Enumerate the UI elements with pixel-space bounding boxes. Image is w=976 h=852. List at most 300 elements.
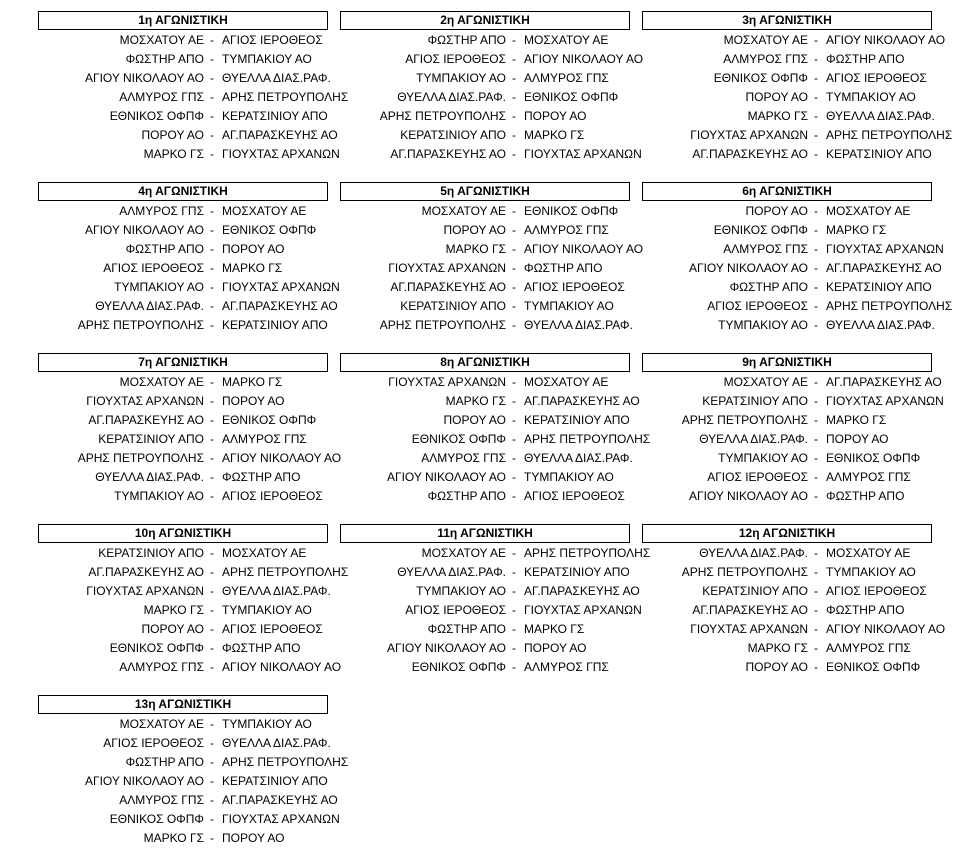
away-team: ΑΓ.ΠΑΡΑΣΚΕΥΗΣ ΑΟ xyxy=(826,261,942,275)
away-team: ΑΓΙΟΣ ΙΕΡΟΘΕΟΣ xyxy=(826,584,927,598)
away-team: ΑΓ.ΠΑΡΑΣΚΕΥΗΣ ΑΟ xyxy=(524,584,640,598)
home-team: ΑΡΗΣ ΠΕΤΡΟΥΠΟΛΗΣ xyxy=(681,565,808,579)
match-separator: - xyxy=(210,318,214,332)
match-row xyxy=(340,88,660,107)
match-separator: - xyxy=(210,736,214,750)
away-team: ΑΓΙΟΥ ΝΙΚΟΛΑΟΥ ΑΟ xyxy=(524,52,644,66)
match-separator: - xyxy=(512,299,516,313)
match-separator: - xyxy=(814,280,818,294)
away-team: ΓΙΟΥΧΤΑΣ ΑΡΧΑΝΩΝ xyxy=(524,147,642,161)
away-team: ΜΟΣΧΑΤΟΥ ΑΕ xyxy=(826,546,911,560)
away-team: ΑΓ.ΠΑΡΑΣΚΕΥΗΣ ΑΟ xyxy=(524,394,640,408)
match-separator: - xyxy=(210,128,214,142)
match-row xyxy=(642,240,962,259)
match-separator: - xyxy=(210,204,214,218)
home-team: ΚΕΡΑΤΣΙΝΙΟΥ ΑΠΟ xyxy=(702,394,808,408)
match-row xyxy=(38,411,358,430)
round-title: 11η ΑΓΩΝΙΣΤΙΚΗ xyxy=(340,524,630,543)
home-team: ΑΓ.ΠΑΡΑΣΚΕΥΗΣ ΑΟ xyxy=(390,147,506,161)
match-separator: - xyxy=(512,432,516,446)
match-separator: - xyxy=(512,242,516,256)
home-team: ΑΓΙΟΣ ΙΕΡΟΘΕΟΣ xyxy=(707,470,808,484)
round-title: 4η ΑΓΩΝΙΣΤΙΚΗ xyxy=(38,182,328,201)
match-separator: - xyxy=(210,375,214,389)
match-separator: - xyxy=(512,622,516,636)
away-team: ΓΙΟΥΧΤΑΣ ΑΡΧΑΝΩΝ xyxy=(222,280,340,294)
home-team: ΑΓΙΟΣ ΙΕΡΟΘΕΟΣ xyxy=(707,299,808,313)
away-team: ΜΟΣΧΑΤΟΥ ΑΕ xyxy=(222,546,307,560)
away-team: ΜΑΡΚΟ ΓΣ xyxy=(826,223,887,237)
round-title: 12η ΑΓΩΝΙΣΤΙΚΗ xyxy=(642,524,932,543)
match-separator: - xyxy=(814,223,818,237)
home-team: ΕΘΝΙΚΟΣ ΟΦΠΦ xyxy=(411,660,506,674)
match-row xyxy=(642,468,962,487)
away-team: ΑΡΗΣ ΠΕΤΡΟΥΠΟΛΗΣ xyxy=(826,128,953,142)
match-separator: - xyxy=(814,242,818,256)
match-separator: - xyxy=(210,774,214,788)
match-separator: - xyxy=(512,489,516,503)
home-team: ΕΘΝΙΚΟΣ ΟΦΠΦ xyxy=(713,223,808,237)
home-team: ΓΙΟΥΧΤΑΣ ΑΡΧΑΝΩΝ xyxy=(86,584,204,598)
home-team: ΠΟΡΟΥ ΑΟ xyxy=(141,128,204,142)
match-separator: - xyxy=(210,280,214,294)
match-separator: - xyxy=(814,33,818,47)
match-separator: - xyxy=(814,641,818,655)
home-team: ΑΡΗΣ ΠΕΤΡΟΥΠΟΛΗΣ xyxy=(77,318,204,332)
home-team: ΑΓΙΟΣ ΙΕΡΟΘΕΟΣ xyxy=(405,52,506,66)
match-separator: - xyxy=(814,584,818,598)
match-row xyxy=(642,373,962,392)
away-team: ΦΩΣΤΗΡ ΑΠΟ xyxy=(222,641,301,655)
match-row xyxy=(38,601,358,620)
round-title: 6η ΑΓΩΝΙΣΤΙΚΗ xyxy=(642,182,932,201)
match-separator: - xyxy=(210,33,214,47)
match-row xyxy=(38,544,358,563)
away-team: ΓΙΟΥΧΤΑΣ ΑΡΧΑΝΩΝ xyxy=(826,242,944,256)
away-team: ΑΓΙΟΣ ΙΕΡΟΘΕΟΣ xyxy=(524,280,625,294)
match-separator: - xyxy=(210,413,214,427)
match-row xyxy=(38,31,358,50)
match-separator: - xyxy=(512,565,516,579)
match-row xyxy=(642,107,962,126)
away-team: ΘΥΕΛΛΑ ΔΙΑΣ.ΡΑΦ. xyxy=(222,736,331,750)
away-team: ΑΓΙΟΣ ΙΕΡΟΘΕΟΣ xyxy=(222,489,323,503)
home-team: ΦΩΣΤΗΡ ΑΠΟ xyxy=(125,52,204,66)
match-row xyxy=(340,449,660,468)
away-team: ΑΓ.ΠΑΡΑΣΚΕΥΗΣ ΑΟ xyxy=(222,299,338,313)
round-title: 3η ΑΓΩΝΙΣΤΙΚΗ xyxy=(642,11,932,30)
home-team: ΜΑΡΚΟ ΓΣ xyxy=(143,603,204,617)
match-separator: - xyxy=(210,147,214,161)
home-team: ΠΟΡΟΥ ΑΟ xyxy=(443,223,506,237)
round-block xyxy=(340,11,644,164)
away-team: ΑΡΗΣ ΠΕΤΡΟΥΠΟΛΗΣ xyxy=(222,565,349,579)
match-row xyxy=(340,107,660,126)
match-row xyxy=(38,715,358,734)
home-team: ΦΩΣΤΗΡ ΑΠΟ xyxy=(729,280,808,294)
match-row xyxy=(38,468,358,487)
home-team: ΑΓ.ΠΑΡΑΣΚΕΥΗΣ ΑΟ xyxy=(88,565,204,579)
match-separator: - xyxy=(210,489,214,503)
away-team: ΑΛΜΥΡΟΣ ΓΠΣ xyxy=(222,432,307,446)
away-team: ΑΓΙΟΥ ΝΙΚΟΛΑΟΥ ΑΟ xyxy=(826,622,946,636)
match-row xyxy=(642,620,962,639)
match-row xyxy=(340,145,660,164)
match-row xyxy=(38,487,358,506)
home-team: ΕΘΝΙΚΟΣ ΟΦΠΦ xyxy=(411,432,506,446)
match-separator: - xyxy=(814,261,818,275)
round-block xyxy=(340,182,644,335)
match-row xyxy=(38,88,358,107)
match-row xyxy=(642,658,962,677)
away-team: ΑΓ.ΠΑΡΑΣΚΕΥΗΣ ΑΟ xyxy=(826,375,942,389)
round-block xyxy=(642,182,953,335)
match-row xyxy=(38,791,358,810)
home-team: ΠΟΡΟΥ ΑΟ xyxy=(141,622,204,636)
away-team: ΘΥΕΛΛΑ ΔΙΑΣ.ΡΑΦ. xyxy=(524,318,633,332)
home-team: ΘΥΕΛΛΑ ΔΙΑΣ.ΡΑΦ. xyxy=(95,470,204,484)
home-team: ΑΛΜΥΡΟΣ ΓΠΣ xyxy=(421,451,506,465)
match-separator: - xyxy=(512,660,516,674)
home-team: ΑΛΜΥΡΟΣ ΓΠΣ xyxy=(119,90,204,104)
match-separator: - xyxy=(814,546,818,560)
match-separator: - xyxy=(210,660,214,674)
match-row xyxy=(642,297,962,316)
away-team: ΤΥΜΠΑΚΙΟΥ ΑΟ xyxy=(222,52,312,66)
home-team: ΑΛΜΥΡΟΣ ΓΠΣ xyxy=(119,204,204,218)
home-team: ΑΓ.ΠΑΡΑΣΚΕΥΗΣ ΑΟ xyxy=(692,147,808,161)
round-title: 1η ΑΓΩΝΙΣΤΙΚΗ xyxy=(38,11,328,30)
home-team: ΕΘΝΙΚΟΣ ΟΦΠΦ xyxy=(109,812,204,826)
match-separator: - xyxy=(814,413,818,427)
away-team: ΘΥΕΛΛΑ ΔΙΑΣ.ΡΑΦ. xyxy=(524,451,633,465)
home-team: ΓΙΟΥΧΤΑΣ ΑΡΧΑΝΩΝ xyxy=(388,375,506,389)
round-title: 13η ΑΓΩΝΙΣΤΙΚΗ xyxy=(38,695,328,714)
match-row xyxy=(340,373,660,392)
home-team: ΓΙΟΥΧΤΑΣ ΑΡΧΑΝΩΝ xyxy=(690,128,808,142)
match-separator: - xyxy=(512,90,516,104)
match-separator: - xyxy=(210,90,214,104)
home-team: ΑΡΗΣ ΠΕΤΡΟΥΠΟΛΗΣ xyxy=(379,109,506,123)
match-separator: - xyxy=(210,470,214,484)
match-row xyxy=(340,259,660,278)
match-row xyxy=(642,259,962,278)
match-row xyxy=(642,278,962,297)
match-row xyxy=(38,297,358,316)
match-row xyxy=(642,126,962,145)
home-team: ΑΓ.ΠΑΡΑΣΚΕΥΗΣ ΑΟ xyxy=(692,603,808,617)
home-team: ΜΑΡΚΟ ΓΣ xyxy=(445,394,506,408)
home-team: ΑΡΗΣ ΠΕΤΡΟΥΠΟΛΗΣ xyxy=(77,451,204,465)
match-row xyxy=(38,772,358,791)
match-row xyxy=(340,126,660,145)
match-row xyxy=(38,620,358,639)
match-separator: - xyxy=(512,147,516,161)
away-team: ΑΛΜΥΡΟΣ ΓΠΣ xyxy=(524,660,609,674)
match-separator: - xyxy=(210,394,214,408)
match-row xyxy=(38,449,358,468)
away-team: ΑΡΗΣ ΠΕΤΡΟΥΠΟΛΗΣ xyxy=(222,90,349,104)
home-team: ΚΕΡΑΤΣΙΝΙΟΥ ΑΠΟ xyxy=(400,299,506,313)
home-team: ΚΕΡΑΤΣΙΝΙΟΥ ΑΠΟ xyxy=(702,584,808,598)
match-separator: - xyxy=(210,451,214,465)
away-team: ΑΓΙΟΥ ΝΙΚΟΛΑΟΥ ΑΟ xyxy=(524,242,644,256)
away-team: ΚΕΡΑΤΣΙΝΙΟΥ ΑΠΟ xyxy=(222,109,328,123)
away-team: ΠΟΡΟΥ ΑΟ xyxy=(524,109,587,123)
away-team: ΚΕΡΑΤΣΙΝΙΟΥ ΑΠΟ xyxy=(826,147,932,161)
match-separator: - xyxy=(210,584,214,598)
match-separator: - xyxy=(210,565,214,579)
away-team: ΠΟΡΟΥ ΑΟ xyxy=(826,432,889,446)
home-team: ΑΛΜΥΡΟΣ ΓΠΣ xyxy=(723,52,808,66)
match-row xyxy=(340,202,660,221)
home-team: ΦΩΣΤΗΡ ΑΠΟ xyxy=(125,242,204,256)
home-team: ΜΑΡΚΟ ΓΣ xyxy=(747,641,808,655)
match-separator: - xyxy=(512,375,516,389)
match-separator: - xyxy=(512,470,516,484)
home-team: ΑΓΙΟΥ ΝΙΚΟΛΑΟΥ ΑΟ xyxy=(386,641,506,655)
match-separator: - xyxy=(814,71,818,85)
match-row xyxy=(642,563,962,582)
match-separator: - xyxy=(814,489,818,503)
match-row xyxy=(38,753,358,772)
match-row xyxy=(340,278,660,297)
match-separator: - xyxy=(814,52,818,66)
home-team: ΜΟΣΧΑΤΟΥ ΑΕ xyxy=(119,717,204,731)
home-team: ΜΑΡΚΟ ΓΣ xyxy=(143,831,204,845)
round-block xyxy=(38,353,342,506)
match-row xyxy=(38,202,358,221)
match-separator: - xyxy=(512,204,516,218)
match-separator: - xyxy=(210,432,214,446)
match-row xyxy=(642,202,962,221)
home-team: ΤΥΜΠΑΚΙΟΥ ΑΟ xyxy=(718,451,808,465)
away-team: ΠΟΡΟΥ ΑΟ xyxy=(222,831,285,845)
match-separator: - xyxy=(512,280,516,294)
match-separator: - xyxy=(210,603,214,617)
away-team: ΓΙΟΥΧΤΑΣ ΑΡΧΑΝΩΝ xyxy=(222,812,340,826)
home-team: ΑΡΗΣ ΠΕΤΡΟΥΠΟΛΗΣ xyxy=(681,413,808,427)
away-team: ΤΥΜΠΑΚΙΟΥ ΑΟ xyxy=(524,299,614,313)
match-separator: - xyxy=(814,565,818,579)
home-team: ΤΥΜΠΑΚΙΟΥ ΑΟ xyxy=(416,71,506,85)
match-row xyxy=(38,69,358,88)
home-team: ΠΟΡΟΥ ΑΟ xyxy=(745,660,808,674)
home-team: ΓΙΟΥΧΤΑΣ ΑΡΧΑΝΩΝ xyxy=(86,394,204,408)
home-team: ΕΘΝΙΚΟΣ ΟΦΠΦ xyxy=(109,109,204,123)
away-team: ΑΛΜΥΡΟΣ ΓΠΣ xyxy=(826,641,911,655)
match-separator: - xyxy=(210,71,214,85)
round-block xyxy=(38,182,340,335)
home-team: ΜΟΣΧΑΤΟΥ ΑΕ xyxy=(723,375,808,389)
home-team: ΑΓΙΟΥ ΝΙΚΟΛΑΟΥ ΑΟ xyxy=(688,261,808,275)
away-team: ΑΓΙΟΣ ΙΕΡΟΘΕΟΣ xyxy=(222,622,323,636)
home-team: ΑΛΜΥΡΟΣ ΓΠΣ xyxy=(723,242,808,256)
match-row xyxy=(38,658,358,677)
home-team: ΤΥΜΠΑΚΙΟΥ ΑΟ xyxy=(114,489,204,503)
home-team: ΦΩΣΤΗΡ ΑΠΟ xyxy=(125,755,204,769)
match-separator: - xyxy=(512,33,516,47)
home-team: ΠΟΡΟΥ ΑΟ xyxy=(745,90,808,104)
away-team: ΜΑΡΚΟ ΓΣ xyxy=(826,413,887,427)
match-separator: - xyxy=(512,223,516,237)
home-team: ΜΑΡΚΟ ΓΣ xyxy=(747,109,808,123)
home-team: ΦΩΣΤΗΡ ΑΠΟ xyxy=(427,33,506,47)
match-row xyxy=(340,430,660,449)
match-separator: - xyxy=(512,109,516,123)
away-team: ΤΥΜΠΑΚΙΟΥ ΑΟ xyxy=(524,470,614,484)
away-team: ΤΥΜΠΑΚΙΟΥ ΑΟ xyxy=(222,603,312,617)
match-separator: - xyxy=(512,318,516,332)
match-row xyxy=(642,316,962,335)
home-team: ΤΥΜΠΑΚΙΟΥ ΑΟ xyxy=(114,280,204,294)
match-row xyxy=(38,810,358,829)
away-team: ΜΟΣΧΑΤΟΥ ΑΕ xyxy=(524,33,609,47)
away-team: ΕΘΝΙΚΟΣ ΟΦΠΦ xyxy=(826,660,921,674)
match-row xyxy=(642,31,962,50)
match-row xyxy=(38,316,358,335)
round-block xyxy=(642,11,953,164)
match-separator: - xyxy=(512,394,516,408)
match-separator: - xyxy=(814,394,818,408)
match-row xyxy=(340,221,660,240)
home-team: ΦΩΣΤΗΡ ΑΠΟ xyxy=(427,489,506,503)
match-row xyxy=(38,107,358,126)
home-team: ΓΙΟΥΧΤΑΣ ΑΡΧΑΝΩΝ xyxy=(690,622,808,636)
away-team: ΜΟΣΧΑΤΟΥ ΑΕ xyxy=(524,375,609,389)
match-row xyxy=(642,430,962,449)
match-separator: - xyxy=(210,793,214,807)
match-separator: - xyxy=(210,546,214,560)
match-row xyxy=(340,639,660,658)
match-row xyxy=(642,50,962,69)
away-team: ΜΟΣΧΑΤΟΥ ΑΕ xyxy=(826,204,911,218)
match-row xyxy=(38,829,358,848)
match-separator: - xyxy=(210,109,214,123)
match-separator: - xyxy=(210,831,214,845)
away-team: ΑΛΜΥΡΟΣ ΓΠΣ xyxy=(524,223,609,237)
match-separator: - xyxy=(512,641,516,655)
away-team: ΘΥΕΛΛΑ ΔΙΑΣ.ΡΑΦ. xyxy=(222,584,331,598)
away-team: ΤΥΜΠΑΚΙΟΥ ΑΟ xyxy=(222,717,312,731)
away-team: ΜΑΡΚΟ ΓΣ xyxy=(222,375,283,389)
match-row xyxy=(340,297,660,316)
match-row xyxy=(642,449,962,468)
match-separator: - xyxy=(814,375,818,389)
match-separator: - xyxy=(210,622,214,636)
away-team: ΕΘΝΙΚΟΣ ΟΦΠΦ xyxy=(222,413,317,427)
match-separator: - xyxy=(814,470,818,484)
match-separator: - xyxy=(814,109,818,123)
match-row xyxy=(642,221,962,240)
match-separator: - xyxy=(814,432,818,446)
match-row xyxy=(340,31,660,50)
home-team: ΑΓΙΟΣ ΙΕΡΟΘΕΟΣ xyxy=(103,736,204,750)
away-team: ΑΓΙΟΥ ΝΙΚΟΛΑΟΥ ΑΟ xyxy=(222,660,342,674)
match-row xyxy=(340,392,660,411)
away-team: ΕΘΝΙΚΟΣ ΟΦΠΦ xyxy=(222,223,317,237)
match-separator: - xyxy=(210,52,214,66)
match-separator: - xyxy=(814,147,818,161)
home-team: ΜΟΣΧΑΤΟΥ ΑΕ xyxy=(119,375,204,389)
round-block xyxy=(38,695,349,848)
away-team: ΦΩΣΤΗΡ ΑΠΟ xyxy=(826,52,905,66)
match-row xyxy=(340,582,660,601)
away-team: ΑΓ.ΠΑΡΑΣΚΕΥΗΣ ΑΟ xyxy=(222,128,338,142)
match-row xyxy=(38,145,358,164)
away-team: ΚΕΡΑΤΣΙΝΙΟΥ ΑΠΟ xyxy=(524,565,630,579)
away-team: ΜΟΣΧΑΤΟΥ ΑΕ xyxy=(222,204,307,218)
home-team: ΘΥΕΛΛΑ ΔΙΑΣ.ΡΑΦ. xyxy=(699,546,808,560)
match-row xyxy=(642,411,962,430)
match-row xyxy=(642,601,962,620)
match-separator: - xyxy=(210,755,214,769)
home-team: ΑΓΙΟΥ ΝΙΚΟΛΑΟΥ ΑΟ xyxy=(84,774,204,788)
match-separator: - xyxy=(814,603,818,617)
match-row xyxy=(38,430,358,449)
home-team: ΠΟΡΟΥ ΑΟ xyxy=(443,413,506,427)
match-separator: - xyxy=(814,90,818,104)
match-row xyxy=(340,563,660,582)
away-team: ΑΡΗΣ ΠΕΤΡΟΥΠΟΛΗΣ xyxy=(826,299,953,313)
match-row xyxy=(340,411,660,430)
match-row xyxy=(642,69,962,88)
match-separator: - xyxy=(210,242,214,256)
match-row xyxy=(38,373,358,392)
match-separator: - xyxy=(210,261,214,275)
away-team: ΚΕΡΑΤΣΙΝΙΟΥ ΑΠΟ xyxy=(524,413,630,427)
home-team: ΑΓΙΟΥ ΝΙΚΟΛΑΟΥ ΑΟ xyxy=(84,71,204,85)
away-team: ΤΥΜΠΑΚΙΟΥ ΑΟ xyxy=(826,90,916,104)
away-team: ΘΥΕΛΛΑ ΔΙΑΣ.ΡΑΦ. xyxy=(222,71,331,85)
match-separator: - xyxy=(512,261,516,275)
round-title: 9η ΑΓΩΝΙΣΤΙΚΗ xyxy=(642,353,932,372)
home-team: ΘΥΕΛΛΑ ΔΙΑΣ.ΡΑΦ. xyxy=(699,432,808,446)
match-separator: - xyxy=(512,413,516,427)
match-row xyxy=(38,259,358,278)
match-separator: - xyxy=(512,546,516,560)
match-row xyxy=(642,88,962,107)
match-row xyxy=(340,601,660,620)
match-row xyxy=(340,50,660,69)
round-title: 8η ΑΓΩΝΙΣΤΙΚΗ xyxy=(340,353,630,372)
match-row xyxy=(340,468,660,487)
round-title: 7η ΑΓΩΝΙΣΤΙΚΗ xyxy=(38,353,328,372)
home-team: ΤΥΜΠΑΚΙΟΥ ΑΟ xyxy=(718,318,808,332)
home-team: ΘΥΕΛΛΑ ΔΙΑΣ.ΡΑΦ. xyxy=(397,90,506,104)
match-row xyxy=(38,50,358,69)
home-team: ΑΓΙΟΣ ΙΕΡΟΘΕΟΣ xyxy=(103,261,204,275)
home-team: ΘΥΕΛΛΑ ΔΙΑΣ.ΡΑΦ. xyxy=(397,565,506,579)
round-block xyxy=(642,524,946,677)
match-row xyxy=(642,487,962,506)
home-team: ΘΥΕΛΛΑ ΔΙΑΣ.ΡΑΦ. xyxy=(95,299,204,313)
away-team: ΕΘΝΙΚΟΣ ΟΦΠΦ xyxy=(524,204,619,218)
home-team: ΑΓ.ΠΑΡΑΣΚΕΥΗΣ ΑΟ xyxy=(88,413,204,427)
home-team: ΤΥΜΠΑΚΙΟΥ ΑΟ xyxy=(416,584,506,598)
home-team: ΑΓΙΟΥ ΝΙΚΟΛΑΟΥ ΑΟ xyxy=(84,223,204,237)
home-team: ΜΑΡΚΟ ΓΣ xyxy=(445,242,506,256)
away-team: ΦΩΣΤΗΡ ΑΠΟ xyxy=(826,489,905,503)
home-team: ΑΛΜΥΡΟΣ ΓΠΣ xyxy=(119,793,204,807)
match-row xyxy=(38,563,358,582)
home-team: ΑΛΜΥΡΟΣ ΓΠΣ xyxy=(119,660,204,674)
home-team: ΜΟΣΧΑΤΟΥ ΑΕ xyxy=(421,546,506,560)
home-team: ΑΓ.ΠΑΡΑΣΚΕΥΗΣ ΑΟ xyxy=(390,280,506,294)
away-team: ΑΓΙΟΥ ΝΙΚΟΛΑΟΥ ΑΟ xyxy=(222,451,342,465)
away-team: ΕΘΝΙΚΟΣ ΟΦΠΦ xyxy=(524,90,619,104)
away-team: ΑΛΜΥΡΟΣ ΓΠΣ xyxy=(826,470,911,484)
